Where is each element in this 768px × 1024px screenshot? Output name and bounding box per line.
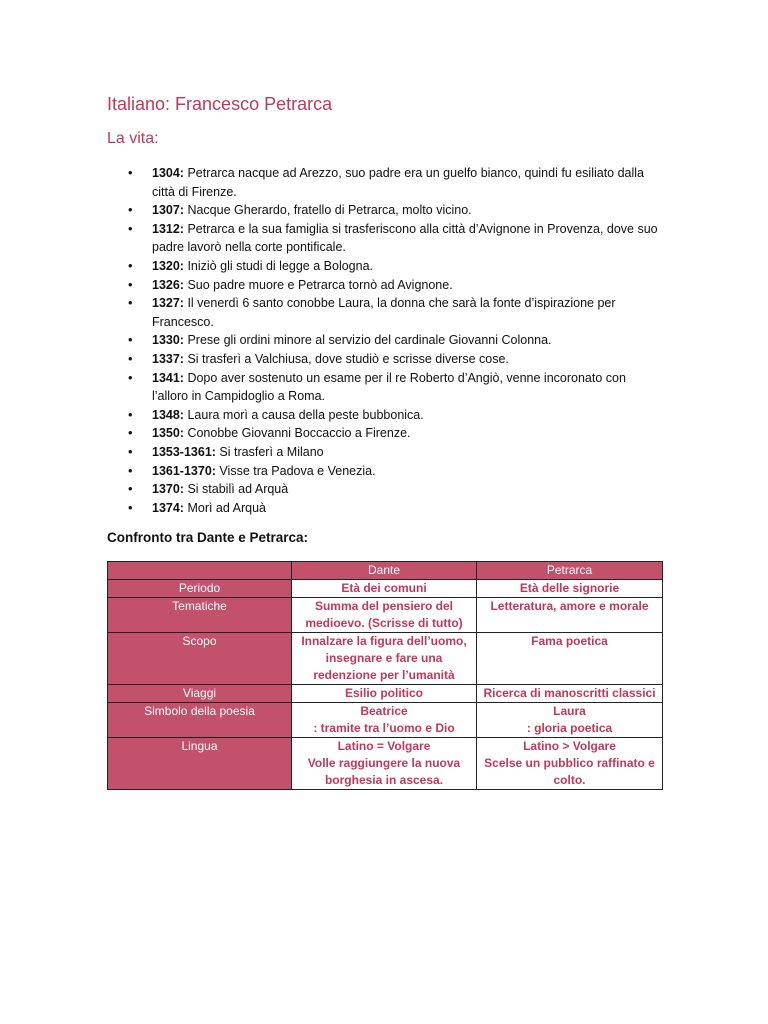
timeline-item bbox=[128, 164, 662, 201]
table-row bbox=[108, 738, 663, 790]
bullet-icon: • bbox=[128, 220, 133, 236]
table-row bbox=[108, 598, 663, 633]
header-petrarca: Petrarca bbox=[477, 562, 663, 580]
dante-cell bbox=[292, 703, 477, 738]
row-label: Periodo bbox=[108, 580, 292, 598]
timeline-year: 1353-1361: bbox=[152, 444, 216, 459]
timeline-text: Il venerdì 6 santo conobbe Laura, la donna che sarà la fonte d’ispirazione per Francesco. bbox=[152, 296, 616, 329]
timeline-item bbox=[128, 220, 662, 257]
timeline-year: 1320: bbox=[152, 258, 184, 273]
timeline-year: 1350: bbox=[152, 426, 184, 441]
timeline-text: Visse tra Padova e Venezia. bbox=[215, 463, 376, 478]
petrarca-cell-text: : gloria poetica bbox=[526, 721, 613, 735]
petrarca-cell bbox=[477, 580, 663, 598]
timeline-item bbox=[128, 499, 662, 518]
timeline-text: Prese gli ordini minore al servizio del cardinale Giovanni Colonna. bbox=[183, 333, 552, 348]
timeline-text: Si trasferì a Milano bbox=[215, 444, 324, 459]
timeline-year: 1330: bbox=[152, 333, 184, 348]
bullet-icon: • bbox=[128, 276, 133, 292]
timeline-text: Petrarca nacque ad Arezzo, suo padre era un guelfo bianco, quindi fu esiliato dalla città di Firenze. bbox=[152, 166, 645, 199]
timeline-year: 1374: bbox=[152, 500, 184, 515]
timeline-text: Morì ad Arquà bbox=[183, 500, 266, 515]
bullet-icon: • bbox=[128, 443, 133, 459]
timeline-item bbox=[128, 443, 662, 462]
timeline-year: 1337: bbox=[152, 351, 184, 366]
timeline-text: Laura morì a causa della peste bubbonica. bbox=[183, 407, 424, 422]
timeline-year: 1361-1370: bbox=[152, 463, 216, 478]
timeline-text: Conobbe Giovanni Boccaccio a Firenze. bbox=[183, 426, 411, 441]
timeline-item bbox=[128, 424, 662, 443]
bullet-icon: • bbox=[128, 165, 133, 180]
timeline-item bbox=[128, 257, 662, 276]
timeline-year: 1307: bbox=[152, 203, 184, 218]
bullet-icon: • bbox=[128, 406, 133, 422]
timeline-year: 1348: bbox=[152, 407, 184, 422]
bullet-icon: • bbox=[128, 369, 133, 385]
dante-cell-text: : tramite tra l’uomo e Dio bbox=[313, 721, 455, 735]
petrarca-cell bbox=[477, 703, 663, 738]
petrarca-cell-text: Scelse un pubblico raffinato e colto. bbox=[484, 756, 655, 787]
bullet-icon: • bbox=[128, 462, 133, 478]
petrarca-cell bbox=[477, 738, 663, 790]
dante-cell-text: Summa del pensiero del medioevo. (Scrisse di tutto) bbox=[305, 599, 463, 630]
petrarca-cell bbox=[477, 685, 663, 703]
timeline-item bbox=[128, 350, 662, 369]
table-header-row bbox=[108, 562, 663, 580]
table-row bbox=[108, 685, 663, 703]
timeline-year: 1341: bbox=[152, 370, 184, 385]
bullet-icon: • bbox=[128, 295, 133, 311]
timeline-item bbox=[128, 201, 662, 220]
bullet-icon: • bbox=[128, 499, 133, 515]
petrarca-cell-text: Fama poetica bbox=[531, 634, 608, 648]
timeline-item bbox=[128, 294, 662, 331]
petrarca-cell-text: Letteratura, amore e morale bbox=[490, 599, 649, 613]
row-label: Simbolo della poesia bbox=[108, 703, 292, 738]
table-row bbox=[108, 580, 663, 598]
table-row bbox=[108, 703, 663, 738]
dante-cell bbox=[292, 685, 477, 703]
bullet-icon: • bbox=[128, 350, 133, 366]
table-row bbox=[108, 633, 663, 685]
timeline-text: Iniziò gli studi di legge a Bologna. bbox=[183, 258, 373, 273]
timeline-year: 1370: bbox=[152, 482, 184, 497]
timeline-year: 1327: bbox=[152, 296, 184, 311]
timeline-item bbox=[128, 462, 662, 481]
row-label: Scopo bbox=[108, 633, 292, 685]
timeline-year: 1304: bbox=[152, 166, 184, 180]
petrarca-cell bbox=[477, 633, 663, 685]
dante-cell-text: Innalzare la figura dell’uomo, insegnare e fare una redenzione per l’umanità bbox=[301, 634, 467, 682]
petrarca-cell-text: Laura bbox=[553, 704, 586, 718]
comparison-table bbox=[107, 561, 663, 790]
bullet-icon: • bbox=[128, 425, 133, 441]
dante-cell-text: Esilio politico bbox=[344, 686, 423, 700]
timeline-text: Nacque Gherardo, fratello di Petrarca, molto vicino. bbox=[183, 203, 472, 218]
dante-cell-text: Beatrice bbox=[360, 704, 408, 718]
timeline-item bbox=[128, 480, 662, 499]
timeline-text: Suo padre muore e Petrarca tornò ad Avignone. bbox=[183, 277, 453, 292]
timeline-item bbox=[128, 406, 662, 425]
petrarca-cell-text: Latino > Volgare bbox=[523, 739, 616, 753]
timeline-text: Petrarca e la sua famiglia si trasferiscono alla città d’Avignone in Provenza, dove suo padre lavorò nella corte pontificale. bbox=[152, 221, 658, 255]
timeline-item bbox=[128, 331, 662, 350]
timeline-text: Dopo aver sostenuto un esame per il re Roberto d’Angiò, venne incoronato con l’alloro in Campidoglio a Roma. bbox=[152, 370, 626, 404]
timeline-text: Si trasferì a Valchiusa, dove studiò e scrisse diverse cose. bbox=[183, 351, 509, 366]
dante-cell bbox=[292, 580, 477, 598]
timeline-year: 1326: bbox=[152, 277, 184, 292]
petrarca-cell-text: Età delle signorie bbox=[519, 581, 620, 595]
header-empty bbox=[108, 562, 292, 580]
timeline-item bbox=[128, 369, 662, 406]
page-title: Italiano: Francesco Petrarca bbox=[107, 94, 333, 114]
petrarca-cell-text: Ricerca di manoscritti classici bbox=[483, 686, 656, 700]
dante-cell bbox=[292, 738, 477, 790]
dante-cell bbox=[292, 598, 477, 633]
row-label: Lingua bbox=[108, 738, 292, 790]
timeline-year: 1312: bbox=[152, 221, 184, 236]
dante-cell bbox=[292, 633, 477, 685]
bullet-icon: • bbox=[128, 332, 133, 348]
petrarca-cell bbox=[477, 598, 663, 633]
row-label: Tematiche bbox=[108, 598, 292, 633]
life-heading: La vita: bbox=[107, 130, 159, 147]
dante-cell-text: Età dei comuni bbox=[341, 581, 427, 595]
timeline-list bbox=[128, 164, 662, 517]
dante-cell-text: Latino = Volgare bbox=[337, 739, 431, 753]
dante-cell-text: Volle raggiungere la nuova borghesia in ascesa. bbox=[307, 756, 461, 787]
timeline-text: Si stabilì ad Arquà bbox=[183, 482, 289, 497]
timeline-item bbox=[128, 276, 662, 295]
bullet-icon: • bbox=[128, 202, 133, 218]
header-dante: Dante bbox=[292, 562, 477, 580]
bullet-icon: • bbox=[128, 257, 133, 273]
comparison-heading: Confronto tra Dante e Petrarca: bbox=[107, 530, 309, 545]
row-label: Viaggi bbox=[108, 685, 292, 703]
bullet-icon: • bbox=[128, 481, 133, 497]
